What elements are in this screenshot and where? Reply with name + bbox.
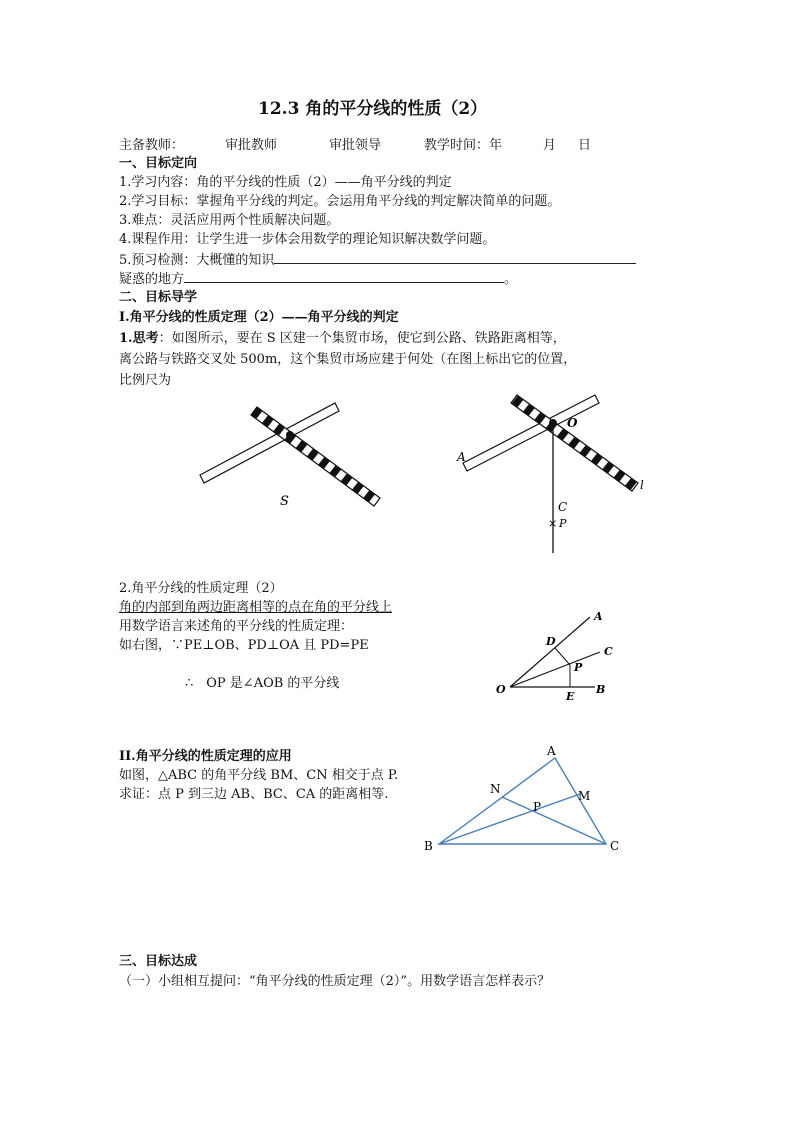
fig3-label-d: D (546, 635, 556, 648)
fig3-label-p: P (574, 661, 583, 674)
ray-oa (510, 617, 590, 687)
fig3-label-c: C (604, 645, 613, 658)
section1-item-1: 1.学习内容：角的平分线的性质（2）——角平分线的判定 (119, 175, 452, 190)
leader-label: 审批领导 (329, 138, 382, 153)
think-line-3: 比例尺为 (119, 373, 172, 388)
bisector-cn (502, 797, 606, 844)
bisector-bm (439, 794, 580, 844)
bisector-figure (455, 385, 655, 560)
theorem-statement: 角的内部到角两边距离相等的点在角的平分线上 (119, 600, 393, 615)
time-label: 教学时间：年 (424, 138, 503, 153)
fig3-label-e: E (566, 690, 575, 703)
part2-heading: II.角平分线的性质定理的应用 (119, 749, 292, 764)
section2-heading: 二、目标导学 (119, 290, 198, 305)
doubt-end: 。 (504, 272, 518, 287)
preview-check-row (119, 250, 636, 270)
road-railway-figure (195, 395, 395, 520)
month-label: 月 (543, 138, 557, 153)
doubt-answer-blank[interactable] (184, 269, 504, 283)
road-line (200, 403, 339, 483)
label-o: O (567, 416, 578, 430)
think-line-1 (119, 330, 566, 348)
angle-aob-figure (490, 605, 620, 705)
page-title: 12.3 角的平分线的性质（2） (258, 99, 488, 119)
section3-item-1: （一）小组相互提问：“角平分线的性质定理（2）”。用数学语言怎样表示？ (119, 974, 551, 989)
label-a: A (457, 450, 466, 464)
given-condition: 如右图，∵PE⊥OB、PD⊥OA 且 PD=PE (119, 638, 369, 653)
think-label: 1.思考 (119, 331, 159, 346)
fig3-label-b: B (596, 683, 606, 696)
fig3-label-a: A (594, 610, 603, 623)
segment-pd (555, 648, 570, 665)
fig4-label-c: C (610, 839, 620, 853)
triangle-abc-figure (420, 740, 630, 860)
intersection-point (286, 431, 294, 439)
cross-mark: × (548, 517, 558, 530)
section1-item-4: 4.课程作用：让学生进一步体会用数学的理论知识解决数学问题。 (119, 232, 496, 247)
think-text: ：如图所示，要在 S 区建一个集贸市场，使它到公路、铁路距离相等， (158, 331, 566, 346)
label-p: P (559, 517, 567, 530)
math-language-prompt: 用数学语言来述角的平分线的性质定理： (119, 619, 354, 634)
day-label: 日 (578, 138, 592, 153)
fig4-label-b: B (424, 839, 433, 853)
section1-heading: 一、目标定向 (119, 156, 198, 171)
label-l: l (640, 478, 644, 492)
conclusion: ∴ OP 是∠AOB 的平分线 (185, 676, 340, 691)
fig4-label-p: P (533, 800, 542, 814)
application-text-1: 如图，△ABC 的角平分线 BM、CN 相交于点 P. (119, 768, 399, 783)
ray-oc (510, 652, 600, 687)
doubt-row (119, 269, 517, 289)
fig4-label-n: N (490, 782, 501, 796)
section1-item-3: 3.难点：灵活应用两个性质解决问题。 (119, 213, 340, 228)
part1-heading: I.角平分线的性质定理（2）——角平分线的判定 (119, 310, 399, 325)
section1-item-2: 2.学习目标：掌握角平分线的判定。会运用角平分线的判定解决简单的问题。 (119, 194, 561, 209)
preview-check-label: 5.预习检测：大概懂的知识 (119, 253, 275, 268)
teacher-label: 主备教师： (119, 138, 185, 153)
fig3-label-o: O (496, 683, 506, 696)
think-line-2: 离公路与铁路交叉处 500m，这个集贸市场应建于何处（在图上标出它的位置， (119, 352, 577, 367)
approver-label: 审批教师 (225, 138, 278, 153)
fig4-label-a: A (547, 744, 556, 758)
section3-heading: 三、目标达成 (119, 954, 198, 969)
known-answer-blank[interactable] (274, 250, 636, 264)
theorem-title: 2.角平分线的性质定理（2） (119, 581, 283, 596)
label-c: C (558, 500, 568, 514)
application-text-2: 求证：点 P 到三边 AB、BC、CA 的距离相等. (119, 787, 389, 802)
doubt-label: 疑惑的地方 (119, 272, 185, 287)
fig4-label-m: M (578, 789, 591, 803)
label-s: S (280, 494, 289, 509)
